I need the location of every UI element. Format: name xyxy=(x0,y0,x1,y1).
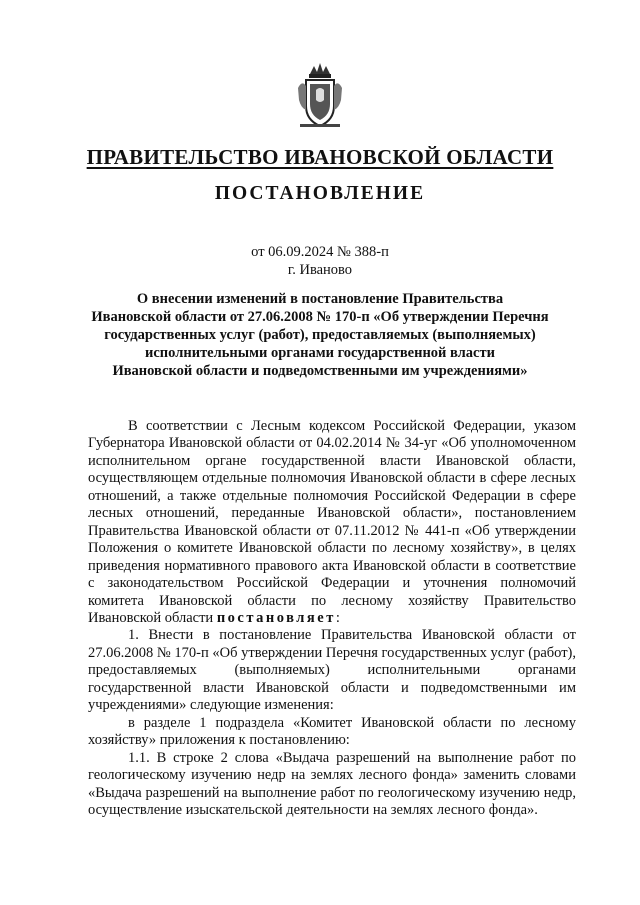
subject-line: государственных услуг (работ), предоставляемых (выполняемых) xyxy=(104,327,536,343)
subject-line: Ивановской области и подведомственными им учреждениями» xyxy=(112,363,528,379)
resolves-suffix: : xyxy=(335,609,340,626)
document-body xyxy=(88,418,576,819)
coat-of-arms-icon xyxy=(296,60,344,130)
item-1-paragraph: 1. Внести в постановление Правительства Ивановской области от 27.06.2008 № 170-п «Об утверждении Перечня государственных услуг (работ), предоставляемых (выполняемых) исполнительными органами государственной власти Ивановской области и подведомственными им учреждениями» следующие изменения: xyxy=(88,627,576,714)
document-city: г. Иваново xyxy=(287,262,353,278)
subject-line: О внесении изменений в постановление Правительства xyxy=(136,291,504,307)
preamble-text: В соответствии с Лесным кодексом Российской Федерации, указом Губернатора Ивановской области от 04.02.2014 № 34-уг «Об уполномоченном исполнительном органе государственной власти Ивановской области, осуществляющем отдельные полномочия Ивановской области в сфере лесных отношений, а также отдельные полномочия Российской Федерации в сфере лесных отношений, переданные Ивановской области», постановлением Правительства Ивановской области от 07.11.2012 № 441-п «Об утверждении Положения о комитете Ивановской области по лесному хозяйству», в целях приведения нормативного правового акта Ивановской области в соответствие с законодательством Российской Федерации и уточнения полномочий комитета Ивановской области по лесному хозяйству Правительство Ивановской области xyxy=(88,418,576,626)
item-1-1-paragraph: 1.1. В строке 2 слова «Выдача разрешений на выполнение работ по геологическому изучению недр на землях лесного фонда» заменить словами «Выдача разрешений на выполнение работ по геологическому изучению недр, осуществление изыскательской деятельности на землях лесного фонда». xyxy=(88,749,576,818)
resolves-word: постановляет xyxy=(216,609,336,626)
document-type: ПОСТАНОВЛЕНИЕ xyxy=(214,183,426,204)
preamble-paragraph xyxy=(88,418,576,627)
document-date-number: от 06.09.2024 № 388-п xyxy=(251,244,389,260)
government-title: ПРАВИТЕЛЬСТВО ИВАНОВСКОЙ ОБЛАСТИ xyxy=(86,145,554,169)
subject-line: Ивановской области от 27.06.2008 № 170-п «Об утверждении Перечня xyxy=(91,309,549,325)
item-1-section-paragraph: в разделе 1 подраздела «Комитет Ивановской области по лесному хозяйству» приложения к постановлению: xyxy=(88,714,576,749)
subject-line: исполнительными органами государственной власти xyxy=(145,345,495,361)
